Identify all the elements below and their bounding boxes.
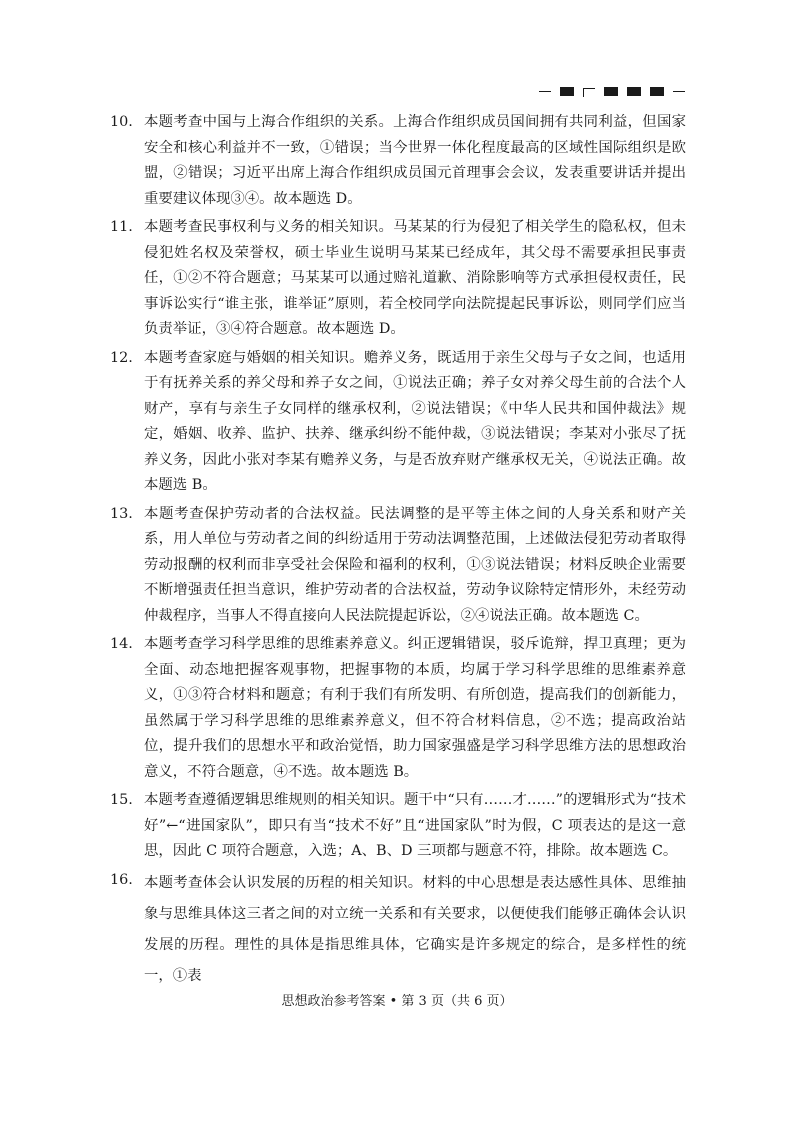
header-dash-right [673, 91, 685, 93]
answer-item-11 [110, 215, 686, 343]
answer-text: 本题考查学习科学思维的思维素养意义。纠正逻辑错误，驳斥诡辩，捍卫真理；更为全面、动态地把握客观事物，把握事物的本质，均属于学习科学思维的思维素养意义，①③符合材料和题意；有利于我们有所发明、有所创造，提高我们的创新能力，虽然属于学习科学思维的思维素养意义，但不符合材料信息，②不选；提高政治站位，提升我们的思想水平和政治觉悟，助力国家强盛是学习科学思维方法的思想政治意义，不符合题意，④不选。故本题选 B。 [144, 636, 686, 780]
answer-item-14 [110, 632, 686, 785]
answer-item-13 [110, 502, 686, 630]
answer-text: 本题考查体会认识发展的历程的相关知识。材料的中心思想是表达感性具体、思维抽象与思维具体这三者之间的对立统一关系和有关要求，以便使我们能够正确体会认识发展的历程。理性的具体是指思维具体，它确实是许多规定的综合，是多样性的统一，①表 [144, 874, 686, 984]
answer-list [110, 110, 686, 995]
answer-item-10 [110, 110, 686, 212]
header-corner-mark [583, 88, 595, 97]
question-number: 14. [110, 636, 133, 652]
answer-text: 本题考查保护劳动者的合法权益。民法调整的是平等主体之间的人身关系和财产关系，用人单位与劳动者之间的纠纷适用于劳动法调整范围，上述做法侵犯劳动者取得劳动报酬的权利而非享受社会保险和福利的权利，①③说法错误；材料反映企业需要不断增强责任担当意识，维护劳动者的合法权益，劳动争议除特定情形外，未经劳动仲裁程序，当事人不得直接向人民法院提起诉讼，②④说法正确。故本题选 C。 [144, 505, 686, 624]
page-footer: 思想政治参考答案 • 第 3 页（共 6 页） [281, 994, 513, 1009]
question-number: 16. [110, 871, 133, 888]
question-number: 12. [110, 349, 133, 366]
header-block [560, 87, 574, 96]
answer-text: 本题考查遵循逻辑思维规则的相关知识。题干中“只有……才……”的逻辑形式为“技术好”←“进国家队”，即只有当“技术不好”且“进国家队”时为假，C 项表达的是这一意思，因此 C 项符合题意，入选；A、B、D 三项都与题意不符，排除。故本题选 C。 [144, 792, 686, 859]
question-number: 11. [110, 219, 133, 235]
answer-text: 本题考查民事权利与义务的相关知识。马某某的行为侵犯了相关学生的隐私权，但未侵犯姓名权及荣誉权，硕士毕业生说明马某某已经成年，其父母不需要承担民事责任，①②不符合题意；马某某可以通过赔礼道歉、消除影响等方式承担侵权责任，民事诉讼实行“谁主张，谁举证”原则，若全校同学向法院提起民事诉讼，则同学们应当负责举证，③④符合题意。故本题选 D。 [144, 219, 686, 337]
header-block [627, 87, 641, 96]
answer-item-12 [110, 346, 686, 499]
header-block [604, 87, 618, 96]
answer-item-15 [110, 788, 686, 865]
question-number: 10. [110, 114, 133, 130]
header-registration-marks [539, 86, 685, 97]
header-dash-left [539, 91, 551, 93]
question-number: 13. [110, 505, 133, 522]
answer-text: 本题考查中国与上海合作组织的关系。上海合作组织成员国间拥有共同利益，但国家安全和核心利益并不一致，①错误；当今世界一体化程度最高的区域性国际组织是欧盟，②错误；习近平出席上海合作组织成员国元首理事会会议，发表重要讲话并提出重要建议体现③④。故本题选 D。 [144, 114, 686, 207]
header-block [650, 87, 664, 96]
answer-text: 本题考查家庭与婚姻的相关知识。赡养义务，既适用于亲生父母与子女之间，也适用于有抚养关系的养父母和养子女之间，①说法正确；养子女对养父母生前的合法个人财产，享有与亲生子女同样的继承权利，②说法错误；《中华人民共和国仲裁法》规定，婚姻、收养、监护、扶养、继承纠纷不能仲裁，③说法错误；李某对小张尽了抚养义务，因此小张对李某有赡养义务，与是否放弃财产继承权无关，④说法正确。故本题选 B。 [144, 349, 686, 493]
answer-item-16 [110, 868, 686, 992]
question-number: 15. [110, 792, 133, 808]
